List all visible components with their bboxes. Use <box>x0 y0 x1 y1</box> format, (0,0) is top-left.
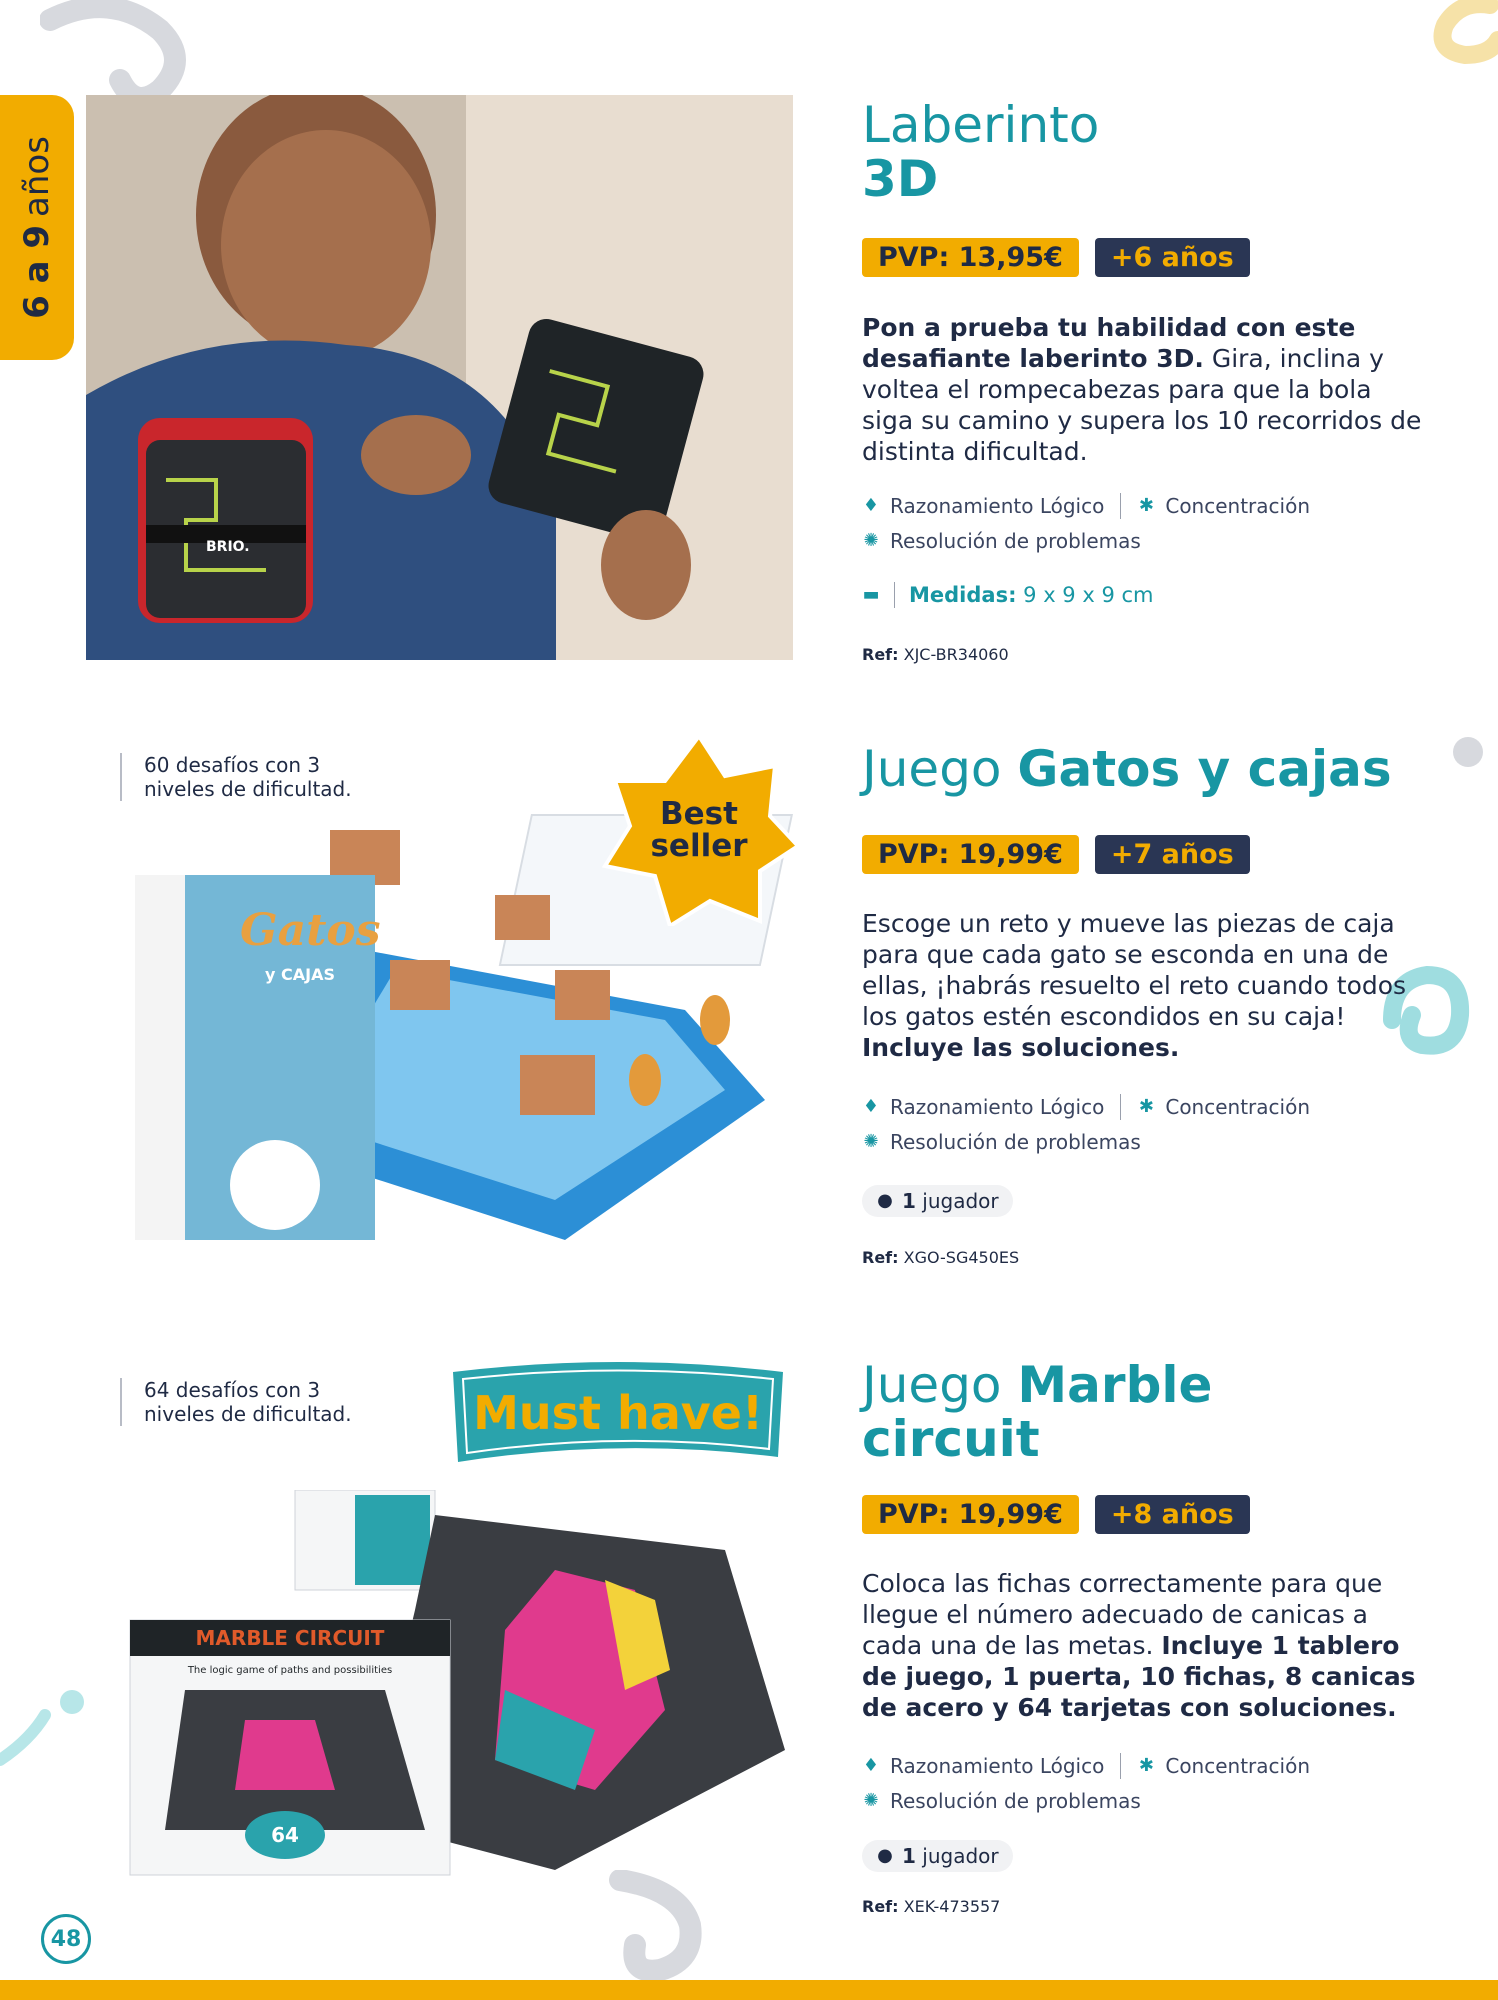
skill-label: Resolución de problemas <box>890 1129 1141 1154</box>
divider <box>1120 1094 1121 1120</box>
skill-item <box>862 494 1104 518</box>
skill-item <box>1137 1095 1310 1119</box>
product-reference <box>862 1248 1019 1267</box>
skill-item <box>862 1095 1104 1119</box>
lightbulb-icon: ✺ <box>863 1789 879 1811</box>
skill-item <box>1137 494 1310 518</box>
age-tag: +8 años <box>1095 1495 1250 1534</box>
skills-list <box>862 1093 1310 1154</box>
title-bold: Marble <box>1017 1356 1213 1414</box>
players-number: 1 <box>902 1844 916 1868</box>
page-number: 48 <box>41 1914 91 1964</box>
description-bold: Incluye las soluciones. <box>862 1033 1180 1062</box>
box-title: MARBLE CIRCUIT <box>195 1626 385 1650</box>
decorative-swirl-top-right <box>1420 0 1498 70</box>
ref-value: XGO-SG450ES <box>898 1248 1020 1267</box>
ref-label: Ref: <box>862 645 899 664</box>
lightbulb-icon: ✺ <box>863 529 879 551</box>
brain-icon: ♦ <box>862 1096 880 1117</box>
title-bold: circuit <box>862 1410 1040 1468</box>
decorative-swirl-top <box>40 0 200 110</box>
age-range-label <box>0 95 74 360</box>
skill-label: Concentración <box>1165 1095 1310 1119</box>
tag-row-laberinto <box>862 238 1250 277</box>
players-label: jugador <box>915 1844 999 1868</box>
skill-item <box>862 1754 1104 1778</box>
divider <box>1120 1753 1121 1779</box>
child-with-cube-illustration <box>86 95 793 660</box>
age-range-tab <box>0 95 74 360</box>
players-count <box>862 1185 1013 1217</box>
product-title-laberinto <box>862 98 1099 206</box>
skills-list <box>862 1752 1310 1813</box>
price-tag: PVP: 13,95€ <box>862 238 1079 277</box>
title-light: Juego <box>862 1356 1018 1414</box>
bottom-bar <box>0 1980 1498 2000</box>
age-range-unit: años <box>17 136 57 217</box>
title-light: Laberinto <box>862 96 1100 154</box>
box-count: 64 <box>271 1823 299 1847</box>
badge-label: Must have! <box>473 1386 763 1440</box>
description-bold: Pon a prueba tu habilidad con este desafiante laberinto 3D. <box>862 313 1356 373</box>
brain-icon: ♦ <box>862 495 880 516</box>
brand-label: BRIO. <box>206 539 250 555</box>
price-tag: PVP: 19,99€ <box>862 1495 1079 1534</box>
skill-label: Resolución de problemas <box>890 528 1141 553</box>
decorative-dot <box>1453 737 1483 767</box>
tag-row-gatos-y-cajas <box>862 835 1250 874</box>
ruler-icon: ▬ <box>862 584 880 605</box>
ref-label: Ref: <box>862 1897 899 1916</box>
skills-list <box>862 492 1310 553</box>
measurements <box>862 582 1153 608</box>
person-icon: ● <box>877 1190 893 1211</box>
badge-line-2: seller <box>650 828 748 864</box>
product-description <box>862 908 1422 1063</box>
skill-item <box>1137 1754 1310 1778</box>
product-photo-laberinto <box>86 95 793 660</box>
skill-label: Razonamiento Lógico <box>890 1754 1105 1778</box>
skill-item <box>862 1789 1141 1813</box>
skill-label: Concentración <box>1165 1754 1310 1778</box>
ref-value: XEK-473557 <box>898 1897 1001 1916</box>
players-count <box>862 1840 1013 1872</box>
skill-label: Razonamiento Lógico <box>890 494 1105 518</box>
description-text: Escoge un reto y mueve las piezas de caja para que cada gato se esconda en una de ellas, ¡habrás resuelto el reto cuando todos los gatos estén escondidos en su caja! <box>862 909 1407 1031</box>
skill-item <box>862 529 1141 553</box>
skill-label: Razonamiento Lógico <box>890 1095 1105 1119</box>
lightbulb-icon: ✺ <box>863 1130 879 1152</box>
title-bold: Gatos y cajas <box>1017 740 1392 798</box>
description-bold: Incluye 1 tablero de juego, 1 puerta, 10 fichas, 8 canicas de acero y 64 tarjetas con soluciones. <box>862 1631 1416 1722</box>
gear-icon: ✱ <box>1138 1096 1154 1117</box>
measure-label: Medidas: <box>909 583 1017 607</box>
person-icon: ● <box>877 1845 893 1866</box>
divider <box>1120 493 1121 519</box>
title-light: Juego <box>862 740 1018 798</box>
product-description <box>862 312 1422 467</box>
box-subtitle: The logic game of paths and possibilities <box>187 1665 393 1676</box>
gear-icon: ✱ <box>1138 495 1154 516</box>
description-text: Coloca las fichas correctamente para que llegue el número adecuado de canicas a cada una de las metas. <box>862 1569 1383 1660</box>
divider <box>894 582 895 608</box>
description-text: Gira, inclina y voltea el rompecabezas para que la bola siga su camino y supera los 10 recorridos de distinta dificultad. <box>862 344 1422 466</box>
tag-row-marble-circuit <box>862 1495 1250 1534</box>
ref-value: XJC-BR34060 <box>898 645 1009 664</box>
players-number: 1 <box>902 1189 916 1213</box>
decorative-swirl-left <box>0 1680 90 1770</box>
product-description <box>862 1568 1422 1723</box>
product-title-gatos-y-cajas <box>862 742 1392 796</box>
gear-icon: ✱ <box>1138 1755 1154 1776</box>
challenge-note: 64 desafíos con 3 niveles de dificultad. <box>120 1378 374 1426</box>
product-reference <box>862 1897 1000 1916</box>
box-subtitle: y CAJAS <box>265 965 335 984</box>
skill-label: Resolución de problemas <box>890 1788 1141 1813</box>
brain-icon: ♦ <box>862 1755 880 1776</box>
product-photo-marble-circuit <box>125 1490 795 1890</box>
age-tag: +6 años <box>1095 238 1250 277</box>
skill-item <box>862 1130 1141 1154</box>
must-have-badge <box>443 1357 793 1470</box>
box-title: Gatos <box>240 905 381 956</box>
players-label: jugador <box>915 1189 999 1213</box>
price-tag: PVP: 19,99€ <box>862 835 1079 874</box>
age-range-number: 6 a 9 <box>17 224 57 319</box>
product-title-marble-circuit <box>862 1358 1212 1466</box>
best-seller-badge <box>600 736 798 926</box>
title-bold: 3D <box>862 150 939 208</box>
skill-label: Concentración <box>1165 494 1310 518</box>
challenge-note: 60 desafíos con 3 niveles de dificultad. <box>120 753 374 801</box>
ref-label: Ref: <box>862 1248 899 1267</box>
measure-value: 9 x 9 x 9 cm <box>1016 583 1154 607</box>
age-tag: +7 años <box>1095 835 1250 874</box>
badge-line-1: Best <box>660 796 738 832</box>
product-reference <box>862 645 1009 664</box>
